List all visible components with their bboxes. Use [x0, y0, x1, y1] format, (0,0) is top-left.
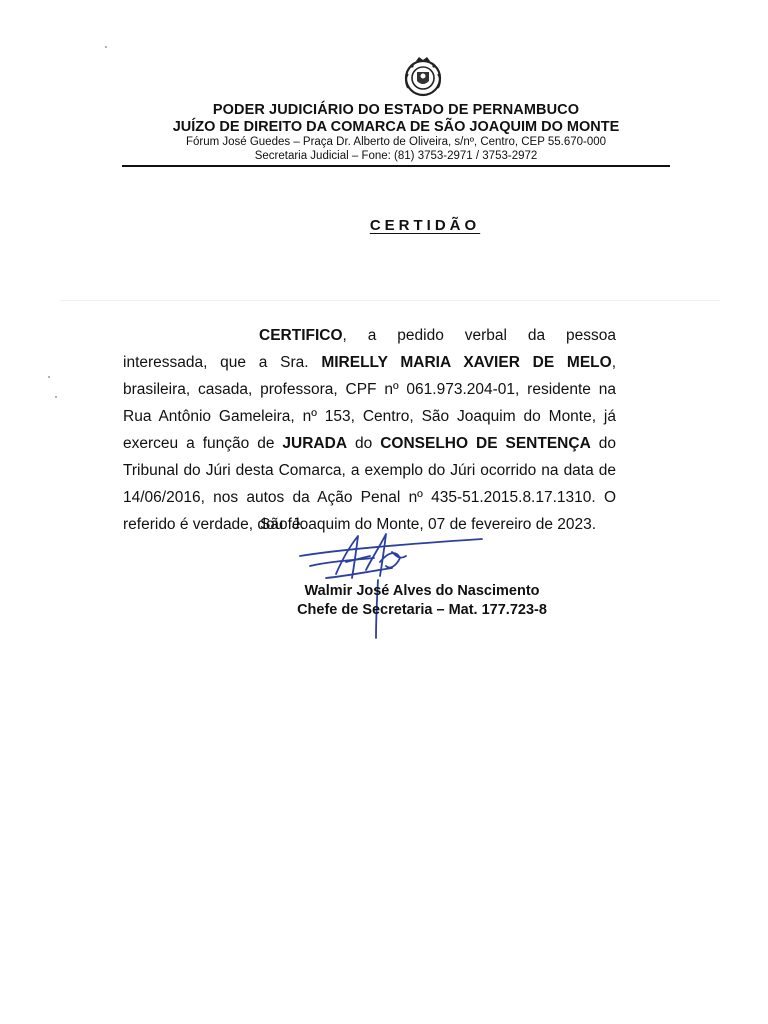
scan-artifact	[60, 300, 720, 301]
scan-speck	[55, 396, 57, 398]
certificate-body	[123, 322, 616, 538]
body-text-4: do Tribunal do Júri desta Comarca, a exemplo do Júri ocorrido na data de 14/06/2016, nos autos da Ação Penal nº 435-51.2015.8.17.1310. O referido é verdade, dou fé.	[123, 435, 616, 533]
place-and-date: São Joaquim do Monte, 07 de fevereiro de 2023.	[260, 516, 597, 533]
interested-party-name: MIRELLY MARIA XAVIER DE MELO	[321, 354, 612, 371]
court-address: Fórum José Guedes – Praça Dr. Alberto de Oliveira, s/nº, Centro, CEP 55.670-000	[185, 136, 607, 148]
body-text-2: , brasileira, casada, professora, CPF nº 061.973.204-01, residente na Rua Antônio Gameleira, nº 153, Centro, São Joaquim do Monte, já exerceu a função de	[123, 354, 616, 452]
letterhead-divider	[122, 165, 670, 167]
scan-speck	[48, 376, 50, 378]
signer-block	[272, 582, 572, 620]
signer-name: Walmir José Alves do Nascimento	[304, 583, 540, 599]
body-text-3: do	[347, 435, 381, 452]
body-text-1: , a pedido verbal da pessoa interessada, que a Sra.	[123, 327, 616, 371]
letterhead	[122, 102, 670, 163]
court-name: PODER JUDICIÁRIO DO ESTADO DE PERNAMBUCO	[212, 102, 580, 118]
role-jurada: JURADA	[282, 435, 348, 452]
document-title: CERTIDÃO	[369, 217, 481, 234]
certifico-word: CERTIFICO	[259, 327, 343, 344]
conselho-de-sentenca: CONSELHO DE SENTENÇA	[380, 435, 591, 452]
court-phone: Secretaria Judicial – Fone: (81) 3753-2971 / 3753-2972	[254, 149, 538, 162]
signer-role: Chefe de Secretaria – Mat. 177.723-8	[297, 602, 547, 618]
coat-of-arms-seal-icon	[398, 54, 448, 98]
juizo-name: JUÍZO DE DIREITO DA COMARCA DE SÃO JOAQUIM DO MONTE	[172, 119, 620, 135]
scan-speck	[105, 46, 107, 48]
